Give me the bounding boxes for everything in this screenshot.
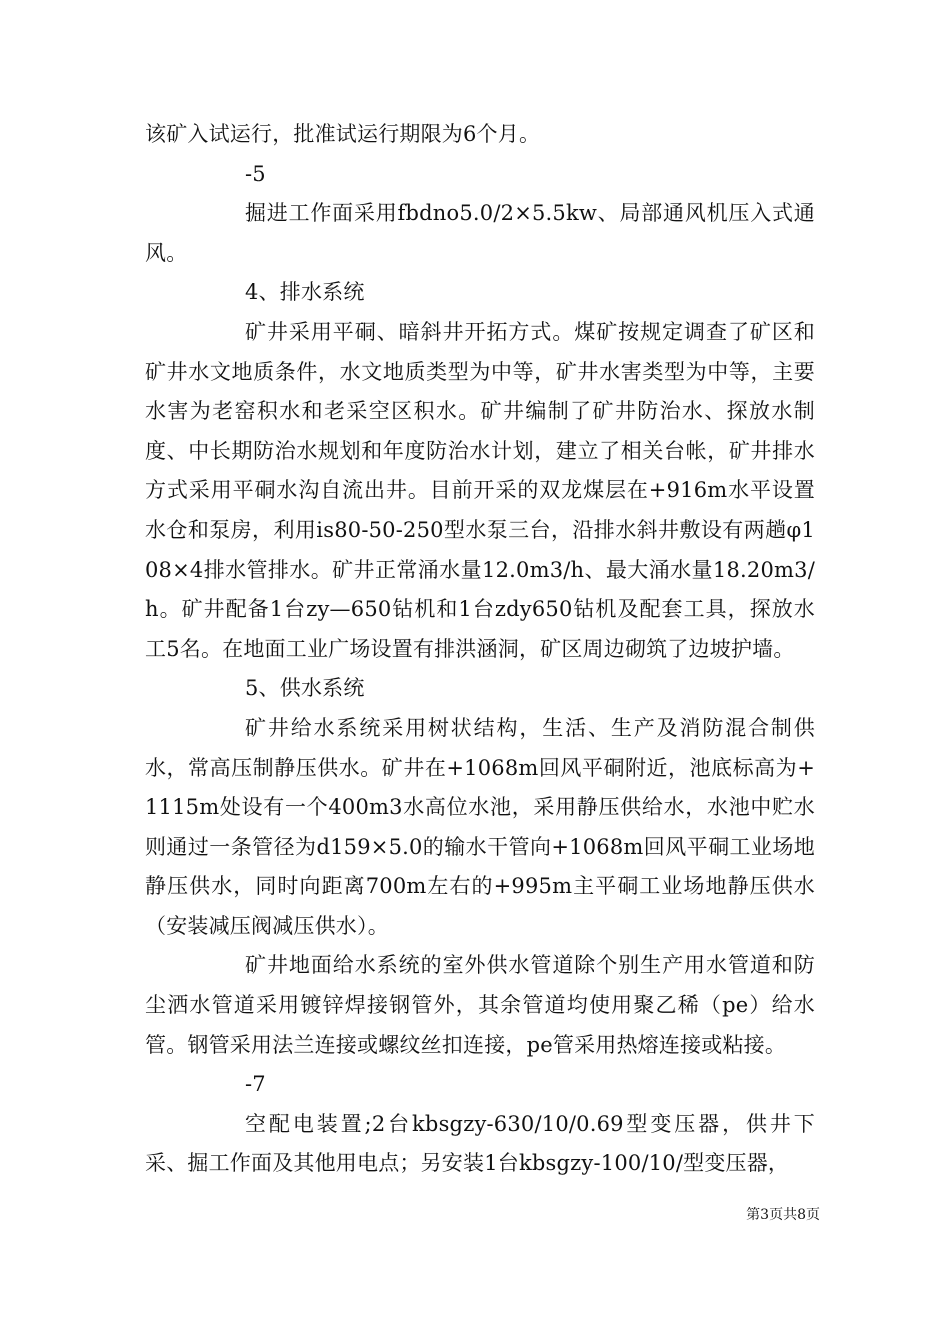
paragraph-ventilation: 掘进工作面采用fbdno5.0/2×5.5kw、局部通风机压入式通风。 xyxy=(145,201,815,265)
paragraph-water-supply: 矿井给水系统采用树状结构，生活、生产及消防混合制供水，常高压制静压供水。矿井在+1068m回风平硐附近，池底标高为+1115m处设有一个400m3水高位水池，采用静压供给水，水池中贮水则通过一条管径为d159×5.0的输水干管向+1068m回风平硐工业场地静压供水，同时向距离700m左右的+995m主平硐工业场地静压供水（安装减压阀减压供水）。 xyxy=(145,715,815,938)
page-marker-5: -5 xyxy=(245,161,266,186)
paragraph-power-distribution: 空配电装置;2台kbsgzy-630/10/0.69型变压器，供井下采、掘工作面及其他用电点；另安装1台kbsgzy-100/10/型变压器， xyxy=(145,1111,815,1176)
document-body xyxy=(145,115,815,1184)
page-number: 第3页共8页 xyxy=(746,1207,820,1223)
heading-water-supply-system: 5、供水系统 xyxy=(245,676,365,701)
heading-drainage-system: 4、排水系统 xyxy=(245,280,365,305)
paragraph-surface-pipes: 矿井地面给水系统的室外供水管道除个别生产用水管道和防尘洒水管道采用镀锌焊接钢管外，其余管道均使用聚乙稀（pe）给水管。钢管采用法兰连接或螺纹丝扣连接，pe管采用热熔连接或粘接。 xyxy=(145,953,815,1057)
paragraph-drainage: 矿井采用平硐、暗斜井开拓方式。煤矿按规定调查了矿区和矿井水文地质条件，水文地质类型为中等，矿井水害类型为中等，主要水害为老窑积水和老采空区积水。矿井编制了矿井防治水、探放水制度、中长期防治水规划和年度防治水计划，建立了相关台帐，矿井排水方式采用平硐水沟自流出井。目前开采的双龙煤层在+916m水平设置水仓和泵房，利用is80-50-250型水泵三台，沿排水斜井敷设有两趟φ108×4排水管排水。矿井正常涌水量12.0m3/h、最大涌水量18.20m3/h。矿井配备1台zy—650钻机和1台zdy650钻机及配套工具，探放水工5名。在地面工业广场设置有排洪涵洞，矿区周边砌筑了边坡护墙。 xyxy=(145,319,815,661)
paragraph-trial-run: 该矿入试运行，批准试运行期限为6个月。 xyxy=(145,122,541,146)
page-marker-7: -7 xyxy=(245,1072,266,1097)
